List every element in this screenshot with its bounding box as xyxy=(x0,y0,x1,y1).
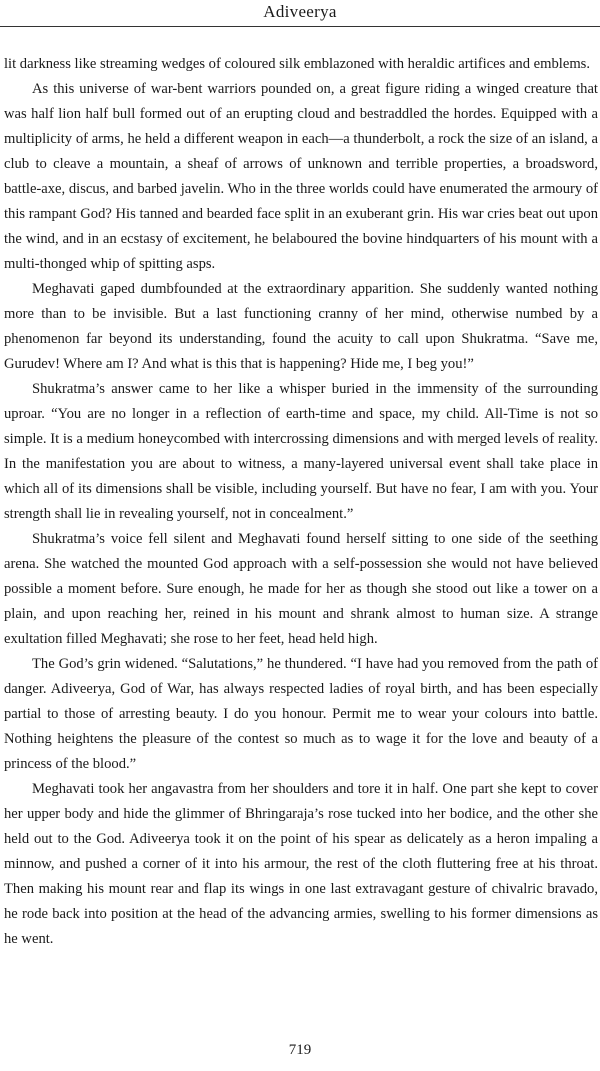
paragraph-5: Shukratma’s voice fell silent and Meghavati found herself sitting to one side of the seething arena. She watched the mounted God approach with a self-possession she would not have believed possible a moment before. Sure enough, he made for her as though she stood out like a tower on a plain, and upon reaching her, reined in his mount and shrank almost to human size. A strange exultation filled Meghavati; she rose to her feet, head held high. xyxy=(4,531,598,647)
running-header-title: Adiveerya xyxy=(263,2,337,21)
paragraph-6: The God’s grin widened. “Salutations,” he thundered. “I have had you removed from the path of danger. Adiveerya, God of War, has always respected ladies of royal birth, and has been especially partial to those of arresting beauty. I do you honour. Permit me to wear your colours into battle. Nothing heightens the pleasure of the contest so much as to wage it for the love and beauty of a princess of the blood.” xyxy=(4,656,598,772)
paragraph-3: Meghavati gaped dumbfounded at the extraordinary apparition. She suddenly wanted nothing more than to be invisible. But a last functioning cranny of her mind, otherwise numbed by a phenomenon far beyond its understanding, found the acuity to call upon Shukratma. “Save me, Gurudev! Where am I? And what is this that is happening? Hide me, I beg you!” xyxy=(4,281,598,372)
paragraph-7: Meghavati took her angavastra from her shoulders and tore it in half. One part she kept to cover her upper body and hide the glimmer of Bhringaraja’s rose tucked into her bodice, and the other she held out to the God. Adiveerya took it on the point of his spear as delicately as a heron impaling a minnow, and pushed a corner of it into his armour, the rest of the cloth fluttering free at his throat. Then making his mount rear and flap its wings in one last extravagant gesture of chivalric bravado, he rode back into position at the head of the advancing armies, swelling to his former dimensions as he went. xyxy=(4,781,598,947)
page-body xyxy=(4,52,598,952)
paragraph-2: As this universe of war-bent warriors pounded on, a great figure riding a winged creature that was half lion half bull formed out of an erupting cloud and bestraddled the hordes. Equipped with a multiplicity of arms, he held a different weapon in each—a thunderbolt, a rock the size of an island, a club to cleave a mountain, a sheaf of arrows of unknown and terrible properties, a broadsword, battle-axe, discus, and barbed javelin. Who in the three worlds could have enumerated the armoury of this rampant God? His tanned and bearded face split in an exuberant grin. His war cries beat out upon the wind, and in an ecstasy of excitement, he belaboured the bovine hindquarters of his mount with a multi-thonged whip of spitting asps. xyxy=(4,81,598,272)
paragraph-1: lit darkness like streaming wedges of coloured silk emblazoned with heraldic artifices and emblems. xyxy=(4,56,591,72)
running-header xyxy=(0,0,600,27)
page-number: 719 xyxy=(288,1042,312,1058)
paragraph-4: Shukratma’s answer came to her like a whisper buried in the immensity of the surrounding uproar. “You are no longer in a reflection of earth-time and space, my child. All-Time is not so simple. It is a medium honeycombed with intercrossing dimensions and with merged levels of reality. In the manifestation you are about to witness, a many-layered universal event shall take place in which all of its dimensions shall be visible, including yourself. But have no fear, I am with you. Your strength shall lie in revealing yourself, not in concealment.” xyxy=(4,381,598,522)
